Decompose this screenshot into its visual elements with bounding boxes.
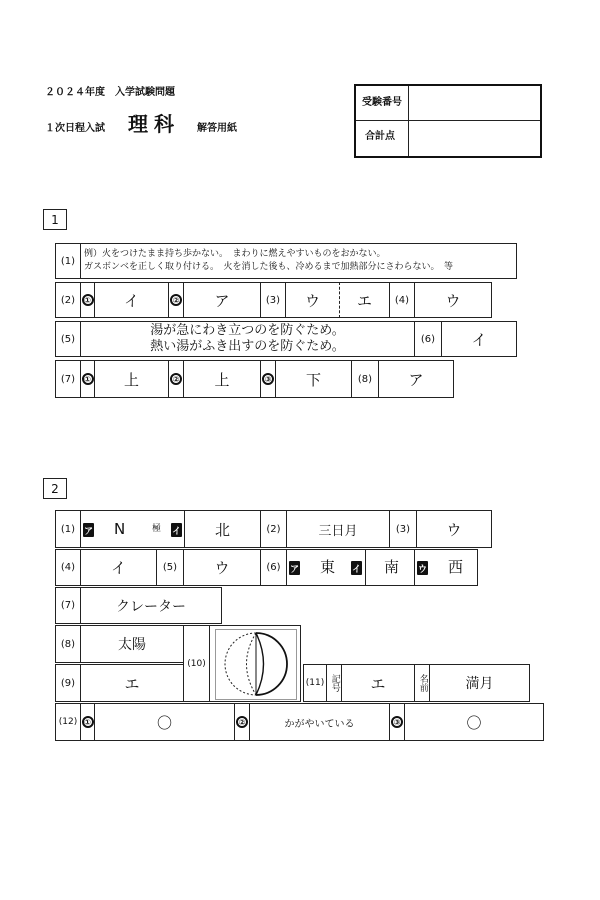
s2-q1-answer-a[interactable]: [80, 510, 185, 548]
total-score-label: 合計点: [365, 131, 395, 142]
s2-q6-answer-u-text: 西: [448, 558, 464, 576]
s1-q7-marker-2: ②: [168, 360, 184, 398]
s2-q4-answer[interactable]: イ: [80, 549, 157, 586]
s2-q1-marker-a: ア: [83, 523, 94, 537]
total-score-field[interactable]: [409, 121, 540, 156]
s1-q3-answer-a[interactable]: ウ: [285, 282, 340, 318]
s2-q6-label: (6): [260, 549, 287, 586]
section-1-number: 1: [43, 209, 67, 230]
s1-q7-answer-2[interactable]: 上: [183, 360, 261, 398]
s1-q1-answer[interactable]: [80, 243, 517, 279]
s2-q8-label: (8): [55, 625, 81, 663]
s2-q11-symbol-answer[interactable]: エ: [341, 664, 415, 702]
s2-q9-answer[interactable]: エ: [80, 664, 184, 702]
s1-q7-label: (7): [55, 360, 81, 398]
s1-q1-line-1: 例）火をつけたまま持ち歩かない。 まわりに燃えやすいものをおかない。: [84, 249, 386, 259]
s1-q7-answer-3[interactable]: 下: [275, 360, 352, 398]
s2-q2-label: (2): [260, 510, 287, 548]
s2-q1-label: (1): [55, 510, 81, 548]
s1-q5-answer[interactable]: [80, 321, 415, 357]
s2-q4-label: (4): [55, 549, 81, 586]
s1-q1-line-2: ガスボンベを正しく取り付ける。 火を消した後も、冷めるまで加熱部分にさわらない。 等: [84, 262, 454, 272]
s2-q12-marker-3: ③: [389, 703, 405, 741]
s2-q6-answer-i-text: 南: [384, 558, 400, 576]
s2-q6-answer-i[interactable]: [365, 549, 415, 586]
s2-q12-marker-2: ②: [234, 703, 250, 741]
s2-q5-answer[interactable]: ウ: [183, 549, 261, 586]
s2-q12-answer-1[interactable]: 〇: [94, 703, 235, 741]
s2-q5-label: (5): [156, 549, 184, 586]
s1-q6-answer[interactable]: イ: [441, 321, 517, 357]
exam-number-label: 受験番号: [362, 97, 402, 108]
s2-q12-marker-1: ①: [80, 703, 95, 741]
s1-q7-answer-1[interactable]: 上: [94, 360, 169, 398]
s1-q8-label: (8): [351, 360, 379, 398]
s2-q1-marker-i: イ: [171, 523, 182, 537]
s2-q3-label: (3): [389, 510, 417, 548]
s2-q10-label: (10): [183, 625, 210, 702]
s2-q11-name-answer[interactable]: 満月: [429, 664, 530, 702]
s1-q6-label: (6): [414, 321, 442, 357]
exam-year-title: ２０２４年度 入学試験問題: [45, 87, 175, 98]
s2-q7-answer[interactable]: クレーター: [80, 587, 222, 624]
s1-q1-label: (1): [55, 243, 81, 279]
s1-q7-marker-1: ①: [80, 360, 95, 398]
s1-q2-label: (2): [55, 282, 81, 318]
s2-q6-answer-a[interactable]: [286, 549, 366, 586]
section-2-number: 2: [43, 478, 67, 499]
s1-q2-answer-1[interactable]: イ: [94, 282, 169, 318]
s2-q1-pole-unit: 極: [152, 524, 162, 534]
s2-q11-name-label: 名前: [414, 664, 430, 702]
s2-q8-answer[interactable]: 太陽: [80, 625, 184, 663]
s2-q6-marker-u: ウ: [417, 561, 428, 575]
s2-q12-label: (12): [55, 703, 81, 741]
s2-q12-answer-3[interactable]: 〇: [404, 703, 544, 741]
s2-q6-answer-u[interactable]: [414, 549, 478, 586]
s1-q5-label: (5): [55, 321, 81, 357]
s1-q8-answer[interactable]: ア: [378, 360, 454, 398]
s1-q2-marker-2: ②: [168, 282, 184, 318]
s1-q5-line-1: 湯が急にわき立つのを防ぐため。: [150, 323, 345, 338]
subject-title: 理科: [128, 112, 180, 136]
s2-q2-answer[interactable]: 三日月: [286, 510, 390, 548]
s1-q4-label: (4): [389, 282, 415, 318]
s2-q9-label: (9): [55, 664, 81, 702]
s2-q6-marker-i: イ: [351, 561, 362, 575]
s1-q2-marker-1: ①: [80, 282, 95, 318]
s1-q3-label: (3): [260, 282, 286, 318]
s1-q5-line-2: 熱い湯がふき出すのを防ぐため。: [150, 339, 345, 354]
s2-q3-answer[interactable]: ウ: [416, 510, 492, 548]
s1-q2-answer-2[interactable]: ア: [183, 282, 261, 318]
header-info-box: [354, 84, 542, 158]
s2-q1-answer-a-text: N: [114, 520, 126, 538]
exam-schedule: １次日程入試: [45, 123, 105, 134]
s2-q11-label: (11): [303, 664, 327, 702]
s2-q7-label: (7): [55, 587, 81, 624]
s1-q7-marker-3: ③: [260, 360, 276, 398]
s2-q1-answer-i[interactable]: 北: [184, 510, 261, 548]
s1-q4-answer[interactable]: ウ: [414, 282, 492, 318]
s2-q6-answer-a-text: 東: [320, 558, 336, 576]
s1-q3-answer-b[interactable]: エ: [340, 282, 390, 318]
moon-sphere-diagram: [210, 626, 300, 701]
sheet-title: 解答用紙: [197, 123, 237, 134]
s2-q12-answer-2[interactable]: かがやいている: [249, 703, 390, 741]
s2-q6-marker-a: ア: [289, 561, 300, 575]
exam-number-field[interactable]: [409, 86, 540, 120]
s2-q10-answer[interactable]: [209, 625, 301, 702]
s2-q11-symbol-label: 記号: [326, 664, 342, 702]
